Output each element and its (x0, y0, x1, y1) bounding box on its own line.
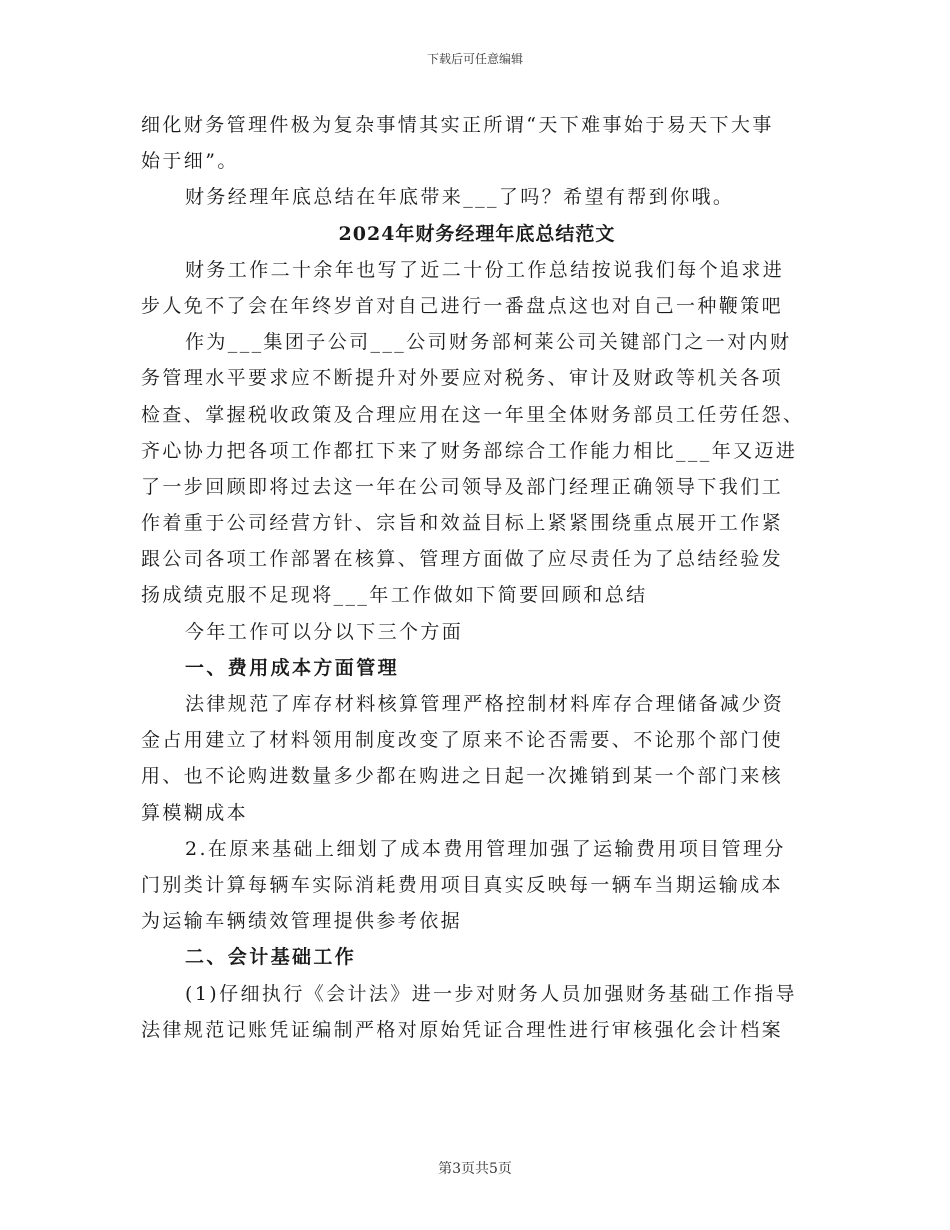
text-line: 作着重于公司经营方针、宗旨和效益目标上紧紧围绕重点展开工作紧 (141, 512, 784, 535)
text-line: 财务经理年底总结在年底带来___了吗？希望有帮到你哦。 (185, 186, 735, 209)
text-line: 始于细”。 (141, 150, 239, 173)
text-line: 为运输车辆绩效管理提供参考依据 (141, 910, 463, 933)
text-line: 门别类计算每辆车实际消耗费用项目真实反映每一辆车当期运输成本 (141, 873, 784, 896)
text-line: 财务工作二十余年也写了近二十份工作总结按说我们每个追求进 (185, 258, 785, 281)
page-header: 下载后可任意编辑 (426, 52, 523, 66)
section-heading: 二、会计基础工作 (185, 946, 357, 969)
text-line: 法律规范了库存材料核算管理严格控制材料库存合理储备减少资 (185, 693, 785, 715)
text-line: 今年工作可以分以下三个方面 (185, 620, 464, 643)
text-line: 齐心协力把各项工作都扛下来了财务部综合工作能力相比___年又迈进 (141, 439, 798, 462)
text-line: 用、也不论购进数量多少都在购进之日起一次摊销到某一个部门来核 (141, 765, 784, 788)
text-line: 务管理水平要求应不断提升对外要应对税务、审计及财政等机关各项 (141, 367, 784, 390)
text-line: (1)仔细执行《会计法》进一步对财务人员加强财务基础工作指导 (185, 982, 797, 1005)
text-line: 细化财务管理件极为复杂事情其实正所谓“天下难事始于易天下大事 (141, 114, 774, 136)
text-line: 检查、掌握税收政策及合理应用在这一年里全体财务部员工任劳任怨、 (141, 403, 805, 426)
text-line: 了一步回顾即将过去这一年在公司领导及部门经理正确领导下我们工 (141, 475, 784, 498)
text-line: 步人免不了会在年终岁首对自己进行一番盘点这也对自己一种鞭策吧 (141, 294, 784, 317)
section-heading: 一、费用成本方面管理 (185, 656, 400, 679)
text-line: 法律规范记账凭证编制严格对原始凭证合理性进行审核强化会计档案 (141, 1018, 784, 1041)
page-number: 第3页共5页 (438, 1161, 512, 1177)
text-line: 金占用建立了材料领用制度改变了原来不论否需要、不论那个部门使 (141, 729, 784, 752)
text-line: 作为___集团子公司___公司财务部柯莱公司关键部门之一对内财 (185, 331, 792, 354)
text-line: 2.在原来基础上细划了成本费用管理加强了运输费用项目管理分 (185, 837, 786, 860)
text-line: 算模糊成本 (141, 801, 249, 824)
document-body (141, 107, 813, 1048)
document-title: 2024年财务经理年底总结范文 (338, 222, 616, 245)
text-line: 扬成绩克服不足现将___年工作做如下简要回顾和总结 (141, 584, 648, 607)
text-line: 跟公司各项工作部署在核算、管理方面做了应尽责任为了总结经验发 (141, 548, 784, 571)
